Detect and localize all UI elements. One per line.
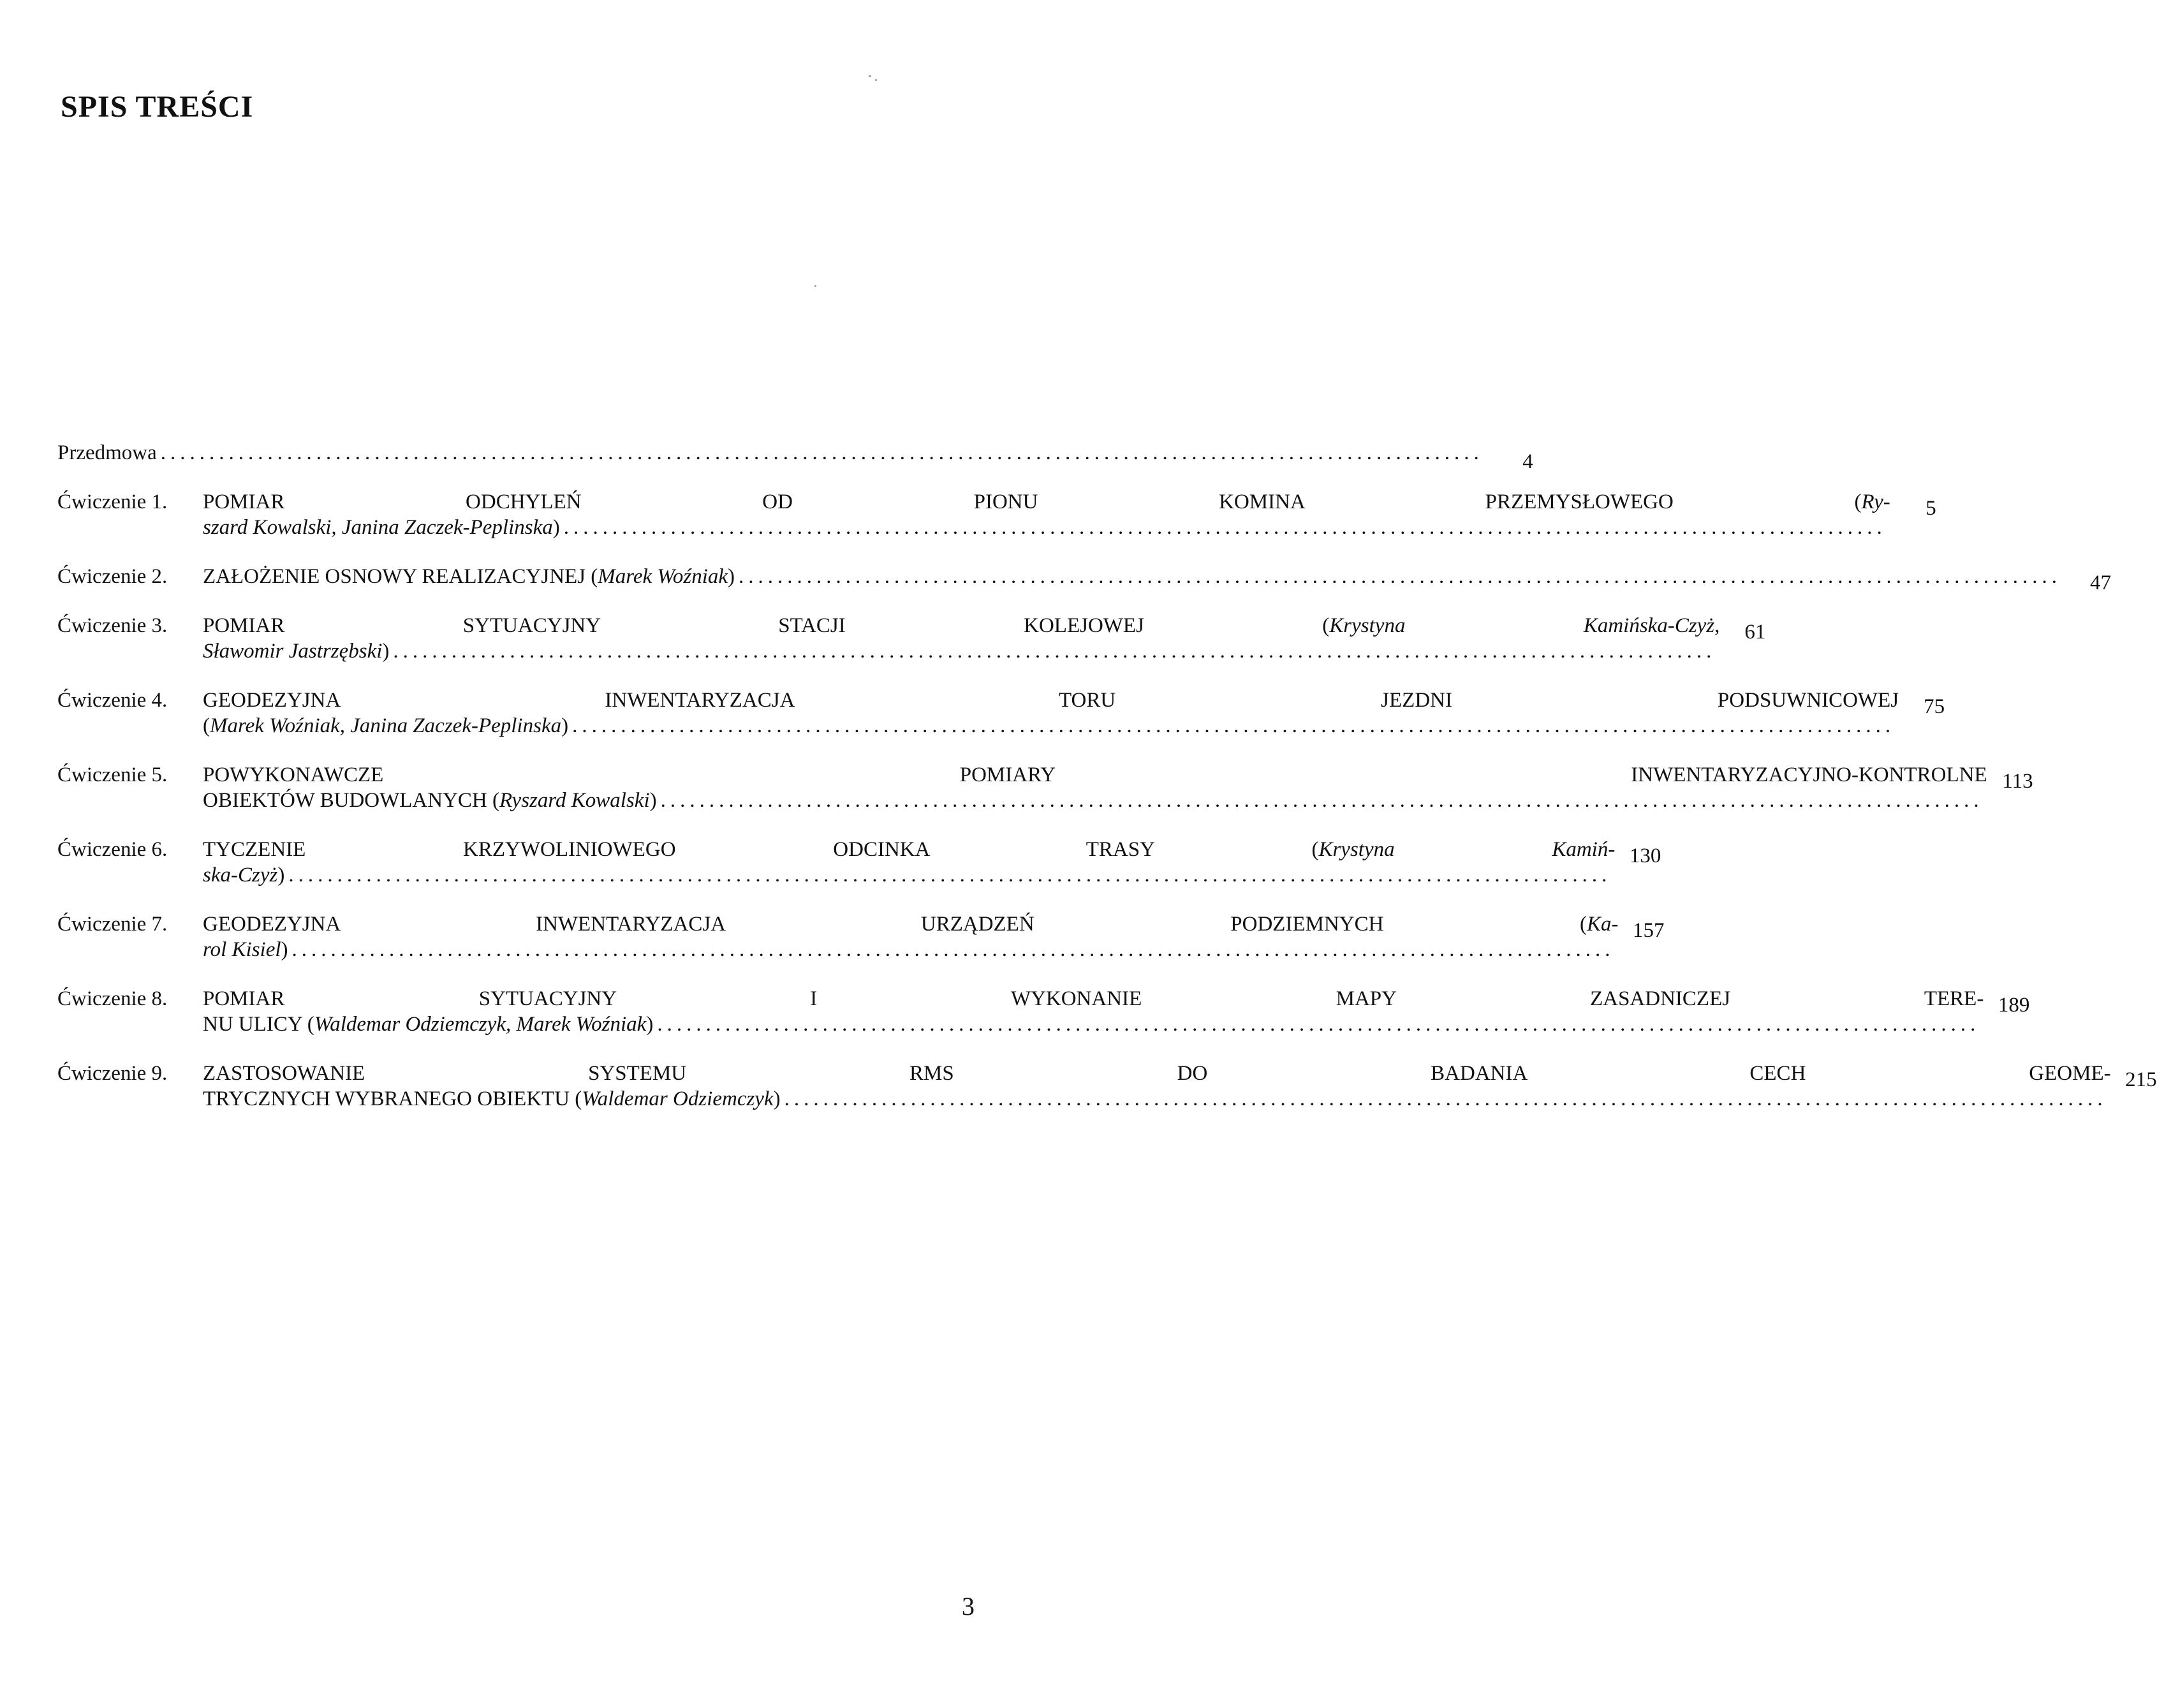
toc-entry-label: Ćwiczenie 2.: [57, 565, 168, 588]
toc-entry-authors: szard Kowalski, Janina Zaczek-Peplinska: [203, 516, 553, 539]
toc-entry-4[interactable]: [57, 688, 1945, 739]
leader-dots: ........................................................................................................................................: [657, 1013, 1980, 1036]
toc-entry-2[interactable]: [57, 564, 2112, 594]
toc-page-number: 215: [2125, 1068, 2157, 1091]
leader-dots: ........................................................................................................................................: [660, 789, 1984, 812]
toc-entry-label: Ćwiczenie 6.: [57, 838, 168, 861]
toc-page-number: 157: [1633, 919, 1665, 942]
toc-page-number: 61: [1744, 621, 1766, 644]
page-number: 3: [962, 1592, 975, 1621]
toc-entry-label: Ćwiczenie 5.: [57, 763, 168, 786]
toc-entry-content: POMIAR SYTUACYJNY STACJI KOLEJOWEJ (Krystyna Kamińska-Czyż, Sławomir Jastrzębski) ........................................................................................................................................: [203, 614, 1720, 663]
leader-dots: ........................................................................................................................................: [160, 441, 1483, 464]
leader-dots: ........................................................................................................................................: [784, 1087, 2107, 1110]
toc-entry-authors: Ryszard Kowalski: [499, 789, 650, 812]
toc-page-number: 5: [1925, 497, 1936, 520]
leader-dots: ........................................................................................................................................: [563, 516, 1887, 539]
toc-entry-content: ZAŁOŻENIE OSNOWY REALIZACYJNEJ (Marek Woźniak) ........................................................................................................................................: [203, 565, 2062, 588]
toc-entry-title: Przedmowa: [57, 441, 157, 464]
toc-entry-authors: ska-Czyż: [203, 864, 278, 887]
toc-entry-label: Ćwiczenie 8.: [57, 987, 168, 1010]
toc-entry-content: POMIAR SYTUACYJNY I WYKONANIE MAPY ZASADNICZEJ TERE- NU ULICY (Waldemar Odziemczyk, Marek Woźniak) ........................................................................................................................................: [203, 987, 1984, 1036]
toc-entry-title: POMIAR SYTUACYJNY I WYKONANIE MAPY ZASADNICZEJ TERE-: [203, 987, 1984, 1010]
toc-page-number: 75: [1924, 695, 1945, 718]
toc-entry-label: Ćwiczenie 3.: [57, 614, 168, 637]
leader-dots: ........................................................................................................................................: [572, 714, 1896, 737]
toc-entry-preface[interactable]: [57, 440, 1533, 473]
scan-speck: [869, 75, 871, 77]
toc-entry-title: POMIAR SYTUACYJNY STACJI KOLEJOWEJ (Krystyna Kamińska-Czyż,: [203, 614, 1720, 637]
toc-entry-content: TYCZENIE KRZYWOLINIOWEGO ODCINKA TRASY (Krystyna Kamiń- ska-Czyż) ........................................................................................................................................: [203, 838, 1616, 887]
toc-entry-8[interactable]: [57, 986, 2030, 1037]
toc-entry-content: GEODEZYJNA INWENTARYZACJA URZĄDZEŃ PODZIEMNYCH (Ka- rol Kisiel) ........................................................................................................................................: [203, 913, 1619, 961]
leader-dots: ........................................................................................................................................: [291, 938, 1615, 961]
table-of-contents: [57, 440, 2157, 1135]
toc-entry-title: TYCZENIE KRZYWOLINIOWEGO ODCINKA TRASY (Krystyna Kamiń-: [203, 838, 1616, 861]
toc-entry-9[interactable]: [57, 1061, 2157, 1112]
toc-entry-label: Ćwiczenie 9.: [57, 1062, 168, 1085]
toc-entry-authors: Waldemar Odziemczyk, Marek Woźniak: [314, 1013, 647, 1036]
leader-dots: ........................................................................................................................................: [288, 864, 1612, 887]
scan-speck: [814, 285, 816, 287]
toc-entry-content: [57, 440, 1487, 466]
toc-entry-authors: Marek Woźniak: [598, 565, 728, 588]
toc-entry-label: Ćwiczenie 1.: [57, 490, 168, 513]
page-title: SPIS TREŚCI: [61, 90, 254, 124]
toc-entry-authors: Marek Woźniak, Janina Zaczek-Peplinska: [210, 714, 562, 737]
toc-page-number: 4: [1522, 450, 1533, 473]
toc-entry-content: GEODEZYJNA INWENTARYZACJA TORU JEZDNI PODSUWNICOWEJ (Marek Woźniak, Janina Zaczek-Peplinska) ........................................................................................................................................: [203, 689, 1899, 737]
toc-entry-6[interactable]: [57, 837, 1661, 888]
toc-entry-title: ZASTOSOWANIE SYSTEMU RMS DO BADANIA CECH GEOME-: [203, 1062, 2111, 1085]
toc-entry-label: Ćwiczenie 7.: [57, 913, 168, 936]
toc-entry-authors: Sławomir Jastrzębski: [203, 640, 383, 663]
toc-entry-label: Ćwiczenie 4.: [57, 689, 168, 712]
toc-entry-3[interactable]: [57, 613, 1766, 664]
toc-entry-content: POMIAR ODCHYLEŃ OD PIONU KOMINA PRZEMYSŁOWEGO (Ry- szard Kowalski, Janina Zaczek-Peplinska) ........................................................................................................................................: [203, 490, 1890, 539]
toc-entry-authors: Waldemar Odziemczyk: [582, 1087, 774, 1110]
toc-entry-title: POWYKONAWCZE POMIARY INWENTARYZACYJNO-KONTROLNE: [203, 763, 1987, 786]
toc-entry-5[interactable]: [57, 762, 2033, 813]
toc-entry-title: GEODEZYJNA INWENTARYZACJA TORU JEZDNI PODSUWNICOWEJ: [203, 689, 1899, 712]
toc-entry-title: ZAŁOŻENIE OSNOWY REALIZACYJNEJ (: [203, 565, 598, 588]
toc-entry-1[interactable]: [57, 489, 1936, 540]
toc-entry-title: POMIAR ODCHYLEŃ OD PIONU KOMINA PRZEMYSŁOWEGO (Ry-: [203, 490, 1890, 513]
scan-speck: [875, 79, 877, 81]
leader-dots: ........................................................................................................................................: [739, 565, 2062, 588]
toc-entry-content: ZASTOSOWANIE SYSTEMU RMS DO BADANIA CECH GEOME- TRYCZNYCH WYBRANEGO OBIEKTU (Waldemar Odziemczyk) ........................................................................................................................................: [203, 1062, 2111, 1110]
toc-entry-title: GEODEZYJNA INWENTARYZACJA URZĄDZEŃ PODZIEMNYCH (Ka-: [203, 913, 1619, 936]
leader-dots: ........................................................................................................................................: [393, 640, 1716, 663]
toc-entry-authors: rol Kisiel: [203, 938, 281, 961]
toc-page-number: 189: [1998, 994, 2030, 1017]
toc-page-number: 113: [2002, 770, 2033, 793]
toc-page-number: 47: [2090, 571, 2112, 594]
toc-entry-7[interactable]: [57, 911, 1665, 962]
toc-entry-content: POWYKONAWCZE POMIARY INWENTARYZACYJNO-KONTROLNE OBIEKTÓW BUDOWLANYCH (Ryszard Kowalski) ........................................................................................................................................: [203, 763, 1987, 812]
toc-page-number: 130: [1629, 844, 1661, 867]
